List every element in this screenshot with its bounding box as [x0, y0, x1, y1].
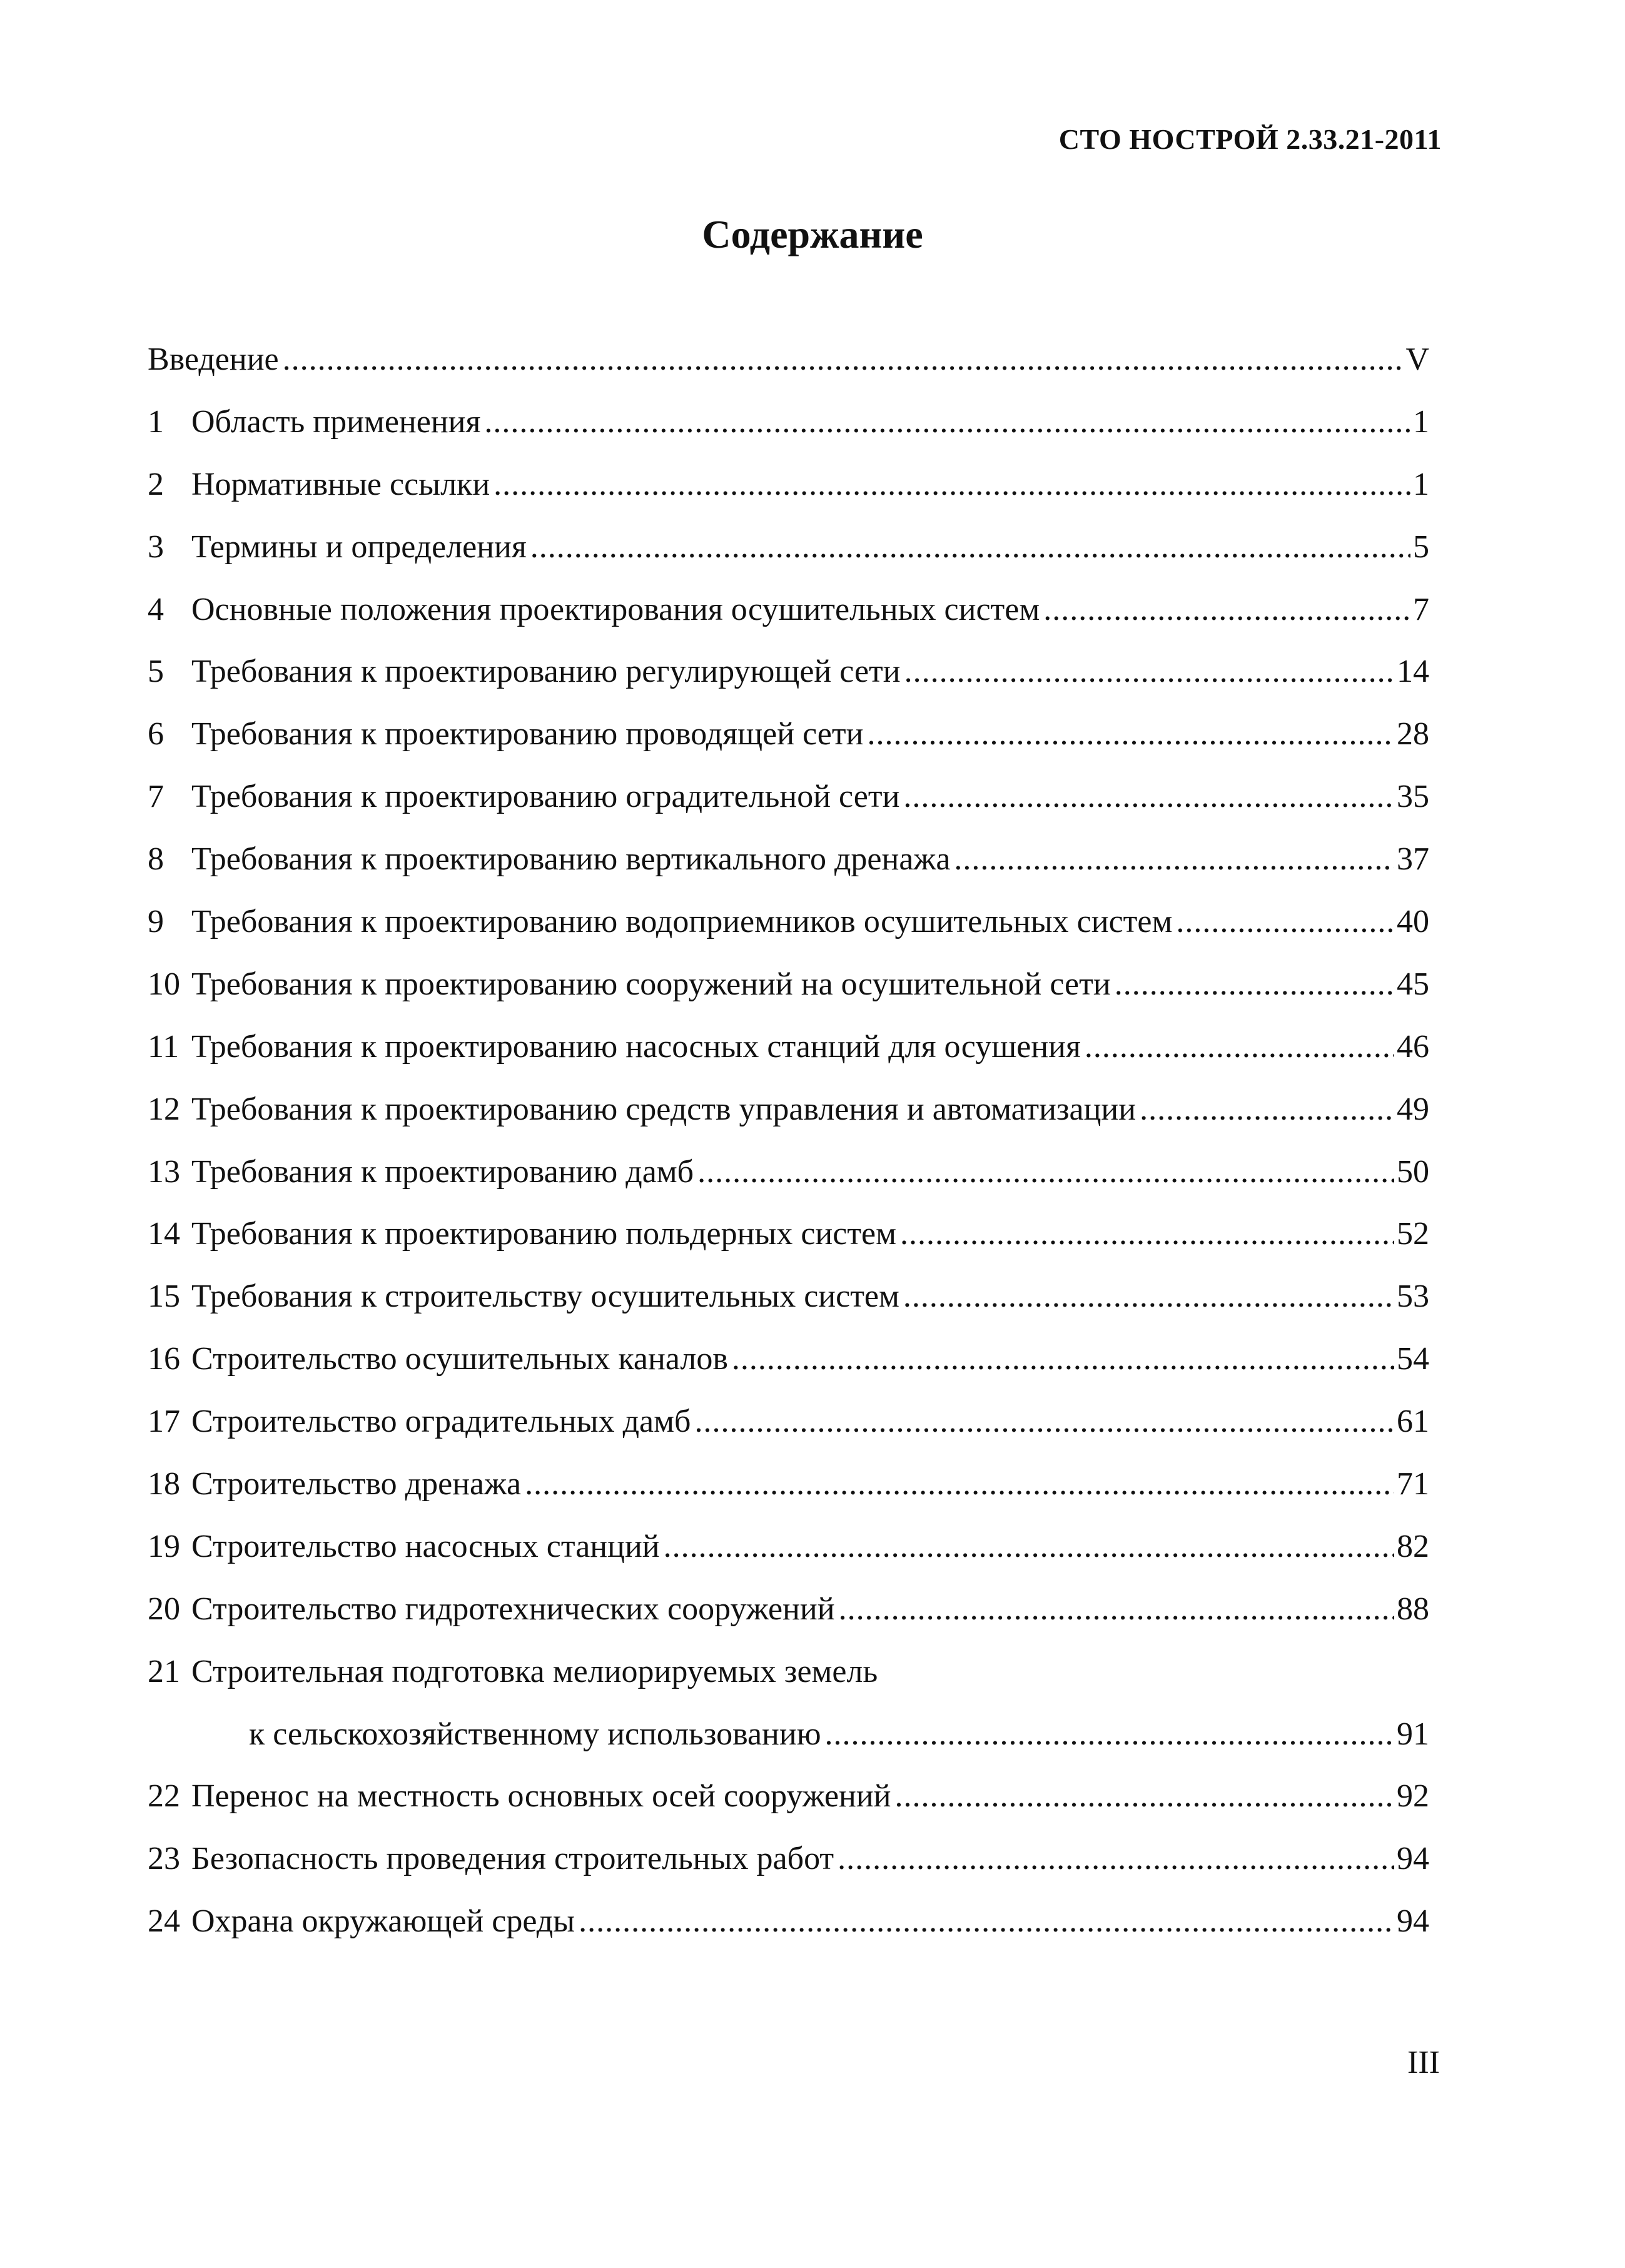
toc-entry-page: 91 [1397, 1716, 1429, 1752]
toc-entry-title: Термины и определения [191, 529, 527, 565]
toc-entry-6[interactable] [148, 703, 1429, 766]
toc-dot-leader [1176, 891, 1394, 953]
toc-entry-title: Охрана окружающей среды [191, 1903, 575, 1940]
toc-entry-18[interactable] [148, 1453, 1429, 1516]
toc-entry-page: 28 [1397, 716, 1429, 752]
toc-entry-number: 3 [148, 529, 164, 565]
toc-dot-leader [1043, 579, 1410, 641]
toc-entry-number: 2 [148, 466, 164, 502]
toc-entry-title: Строительство насосных станций [191, 1528, 660, 1564]
toc-entry-title: Требования к проектированию регулирующей сети [191, 654, 901, 690]
page-number: III [1407, 2045, 1440, 2080]
toc-entry-title: Строительство осушительных каналов [191, 1341, 728, 1377]
toc-entry-number: 13 [148, 1153, 180, 1190]
document-code: СТО НОСТРОЙ 2.33.21-2011 [1058, 123, 1442, 155]
toc-entry-title: Требования к проектированию оградительной сети [191, 779, 900, 815]
toc-entry-2[interactable] [148, 453, 1429, 516]
toc-entry-page: 37 [1397, 841, 1429, 878]
toc-entry-page: 45 [1397, 966, 1429, 1002]
toc-dot-leader [900, 1203, 1394, 1265]
toc-entry-number: 6 [148, 716, 164, 752]
toc-entry-23[interactable] [148, 1828, 1429, 1890]
toc-dot-leader [494, 453, 1410, 516]
toc-entry-page: 54 [1397, 1341, 1429, 1377]
toc-entry-number: 21 [148, 1653, 180, 1689]
toc-entry-21-continuation[interactable] [148, 1703, 1429, 1766]
toc-entry-page: 71 [1397, 1466, 1429, 1502]
toc-entry-title: Требования к проектированию проводящей сети [191, 716, 864, 752]
toc-entry-number: 17 [148, 1404, 180, 1440]
toc-entry-title: Требования к проектированию дамб [191, 1153, 694, 1190]
toc-entry-page: 40 [1397, 904, 1429, 940]
toc-entry-4[interactable] [148, 579, 1429, 641]
toc-entry-title: Строительство гидротехнических сооружений [191, 1591, 835, 1627]
toc-entry-number: 19 [148, 1528, 180, 1564]
toc-entry-page: 1 [1413, 466, 1429, 502]
toc-entry-21[interactable] [148, 1641, 1429, 1703]
toc-entry-title: Требования к проектированию средств управления и автоматизации [191, 1091, 1136, 1127]
toc-entry-title: Требования к строительству осушительных систем [191, 1278, 899, 1315]
toc-entry-title: Требования к проектированию вертикального дренажа [191, 841, 951, 878]
toc-dot-leader [904, 640, 1394, 703]
toc-entry-8[interactable] [148, 828, 1429, 891]
toc-dot-leader [903, 1265, 1394, 1328]
toc-entry-7[interactable] [148, 766, 1429, 828]
toc-entry-11[interactable] [148, 1016, 1429, 1078]
toc-dot-leader [825, 1703, 1394, 1766]
toc-entry-9[interactable] [148, 891, 1429, 953]
toc-dot-leader [1115, 953, 1394, 1016]
toc-entry-page: 46 [1397, 1028, 1429, 1065]
toc-dot-leader [1085, 1016, 1394, 1078]
table-of-contents [148, 328, 1429, 1953]
toc-entry-page: 14 [1397, 654, 1429, 690]
toc-entry-title: Введение [148, 342, 279, 377]
toc-entry-12[interactable] [148, 1078, 1429, 1141]
toc-entry-page: 7 [1413, 591, 1429, 627]
toc-entry-title: Требования к проектированию насосных станций для осушения [191, 1028, 1081, 1065]
toc-entry-number: 10 [148, 966, 180, 1002]
toc-entry-title: Требования к проектированию водоприемников осушительных систем [191, 904, 1173, 940]
toc-entry-5[interactable] [148, 640, 1429, 703]
toc-entry-number: 16 [148, 1341, 180, 1377]
toc-entry-19[interactable] [148, 1516, 1429, 1578]
toc-dot-leader [484, 391, 1410, 453]
toc-entry-14[interactable] [148, 1203, 1429, 1265]
toc-entry-title: Основные положения проектирования осушительных систем [191, 591, 1040, 627]
toc-entry-introduction[interactable] [148, 328, 1429, 391]
toc-entry-number: 12 [148, 1091, 180, 1127]
toc-entry-title: Перенос на местность основных осей сооружений [191, 1778, 891, 1815]
toc-dot-leader [838, 1828, 1394, 1890]
toc-entry-number: 15 [148, 1278, 180, 1315]
toc-dot-leader [694, 1390, 1394, 1453]
toc-entry-page: 52 [1397, 1216, 1429, 1252]
toc-entry-title: Строительная подготовка мелиорируемых земель [191, 1653, 878, 1689]
toc-entry-15[interactable] [148, 1265, 1429, 1328]
toc-dot-leader [530, 516, 1410, 579]
toc-dot-leader [732, 1328, 1394, 1390]
toc-dot-leader [283, 328, 1404, 391]
toc-entry-10[interactable] [148, 953, 1429, 1016]
toc-entry-16[interactable] [148, 1328, 1429, 1390]
toc-entry-13[interactable] [148, 1141, 1429, 1203]
toc-dot-leader [697, 1141, 1394, 1203]
toc-entry-page: 82 [1397, 1528, 1429, 1564]
toc-dot-leader [579, 1890, 1394, 1953]
toc-entry-number: 20 [148, 1591, 180, 1627]
toc-entry-title: Безопасность проведения строительных работ [191, 1841, 834, 1877]
toc-entry-1[interactable] [148, 391, 1429, 453]
toc-entry-number: 22 [148, 1778, 180, 1815]
toc-entry-title: Строительство оградительных дамб [191, 1404, 691, 1440]
toc-dot-leader [895, 1765, 1394, 1828]
toc-entry-page: V [1405, 342, 1429, 377]
toc-entry-title: Область применения [191, 403, 481, 440]
toc-entry-number: 23 [148, 1841, 180, 1877]
toc-dot-leader [903, 766, 1394, 828]
toc-entry-number: 18 [148, 1466, 180, 1502]
toc-entry-page: 88 [1397, 1591, 1429, 1627]
toc-entry-24[interactable] [148, 1890, 1429, 1953]
toc-entry-17[interactable] [148, 1390, 1429, 1453]
toc-entry-page: 94 [1397, 1903, 1429, 1940]
toc-entry-22[interactable] [148, 1765, 1429, 1828]
toc-entry-page: 61 [1397, 1404, 1429, 1440]
toc-dot-leader [839, 1578, 1394, 1641]
toc-entry-page: 53 [1397, 1278, 1429, 1315]
toc-heading: Содержание [702, 212, 923, 256]
toc-entry-title: Требования к проектированию сооружений на осушительной сети [191, 966, 1111, 1002]
toc-entry-20[interactable] [148, 1578, 1429, 1641]
toc-entry-number: 1 [148, 403, 164, 440]
toc-dot-leader [664, 1516, 1394, 1578]
toc-entry-number: 11 [148, 1028, 180, 1065]
toc-entry-number: 24 [148, 1903, 180, 1940]
toc-entry-number: 5 [148, 654, 164, 690]
toc-entry-title: Нормативные ссылки [191, 466, 490, 502]
toc-entry-page: 1 [1413, 403, 1429, 440]
toc-entry-title: Строительство дренажа [191, 1466, 522, 1502]
toc-entry-page: 92 [1397, 1778, 1429, 1815]
toc-entry-page: 49 [1397, 1091, 1429, 1127]
toc-entry-page: 35 [1397, 779, 1429, 815]
toc-entry-number: 7 [148, 779, 164, 815]
toc-entry-title: Требования к проектированию польдерных систем [191, 1216, 897, 1252]
toc-dot-leader [1140, 1078, 1394, 1141]
toc-entry-3[interactable] [148, 516, 1429, 579]
toc-entry-page: 94 [1397, 1841, 1429, 1877]
toc-dot-leader [867, 703, 1394, 766]
toc-entry-number: 8 [148, 841, 164, 878]
toc-entry-number: 9 [148, 904, 164, 940]
toc-entry-number: 14 [148, 1216, 180, 1252]
toc-dot-leader [954, 828, 1394, 891]
toc-entry-page: 5 [1413, 529, 1429, 565]
toc-entry-title-continuation: к сельскохозяйственному использованию [249, 1716, 821, 1752]
toc-dot-leader [525, 1453, 1394, 1516]
toc-entry-page: 50 [1397, 1153, 1429, 1190]
toc-entry-number: 4 [148, 591, 164, 627]
